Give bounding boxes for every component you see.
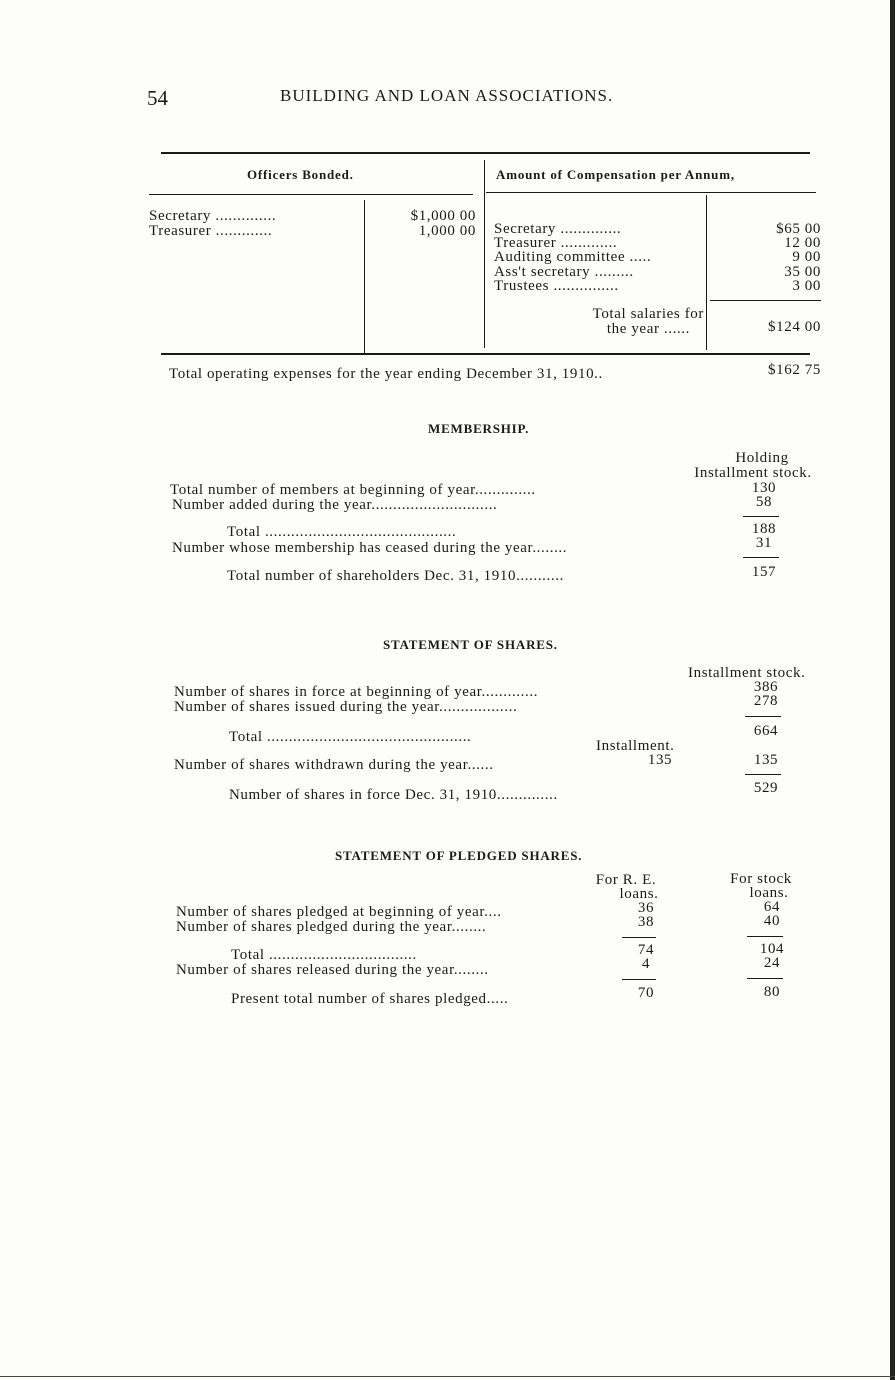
pledged-row: Total .................................. [231, 947, 417, 963]
shares-row: Number of shares in force at beginning of year............. [174, 684, 539, 700]
total-salaries-amount: $124 00 [768, 319, 821, 335]
operating-expenses-amount: $162 75 [768, 362, 821, 378]
page-bottom-edge [0, 1376, 895, 1377]
shares-row: Number of shares issued during the year.................. [174, 699, 518, 715]
membership-value: 157 [751, 564, 777, 580]
shares-col-head: Installment stock. [688, 665, 806, 681]
membership-row: Total number of members at beginning of year.............. [170, 482, 536, 498]
pledged-v2: 64 [763, 899, 781, 915]
page-edge [890, 0, 895, 1380]
membership-value: 31 [755, 535, 773, 551]
comp-label: Auditing committee ..... [494, 249, 652, 265]
pledged-v1: 38 [637, 914, 655, 930]
pledged-v2: 80 [763, 984, 781, 1000]
comp-label: Secretary .............. [494, 221, 622, 237]
shares-title: STATEMENT OF SHARES. [383, 637, 558, 652]
bonded-label-secretary: Secretary .............. [149, 208, 277, 224]
membership-value: 58 [755, 494, 773, 510]
comp-label: Treasurer ............. [494, 235, 618, 251]
running-title: BUILDING AND LOAN ASSOCIATIONS. [280, 86, 614, 105]
pledged-v2: 40 [763, 913, 781, 929]
shares-value: 664 [753, 723, 779, 739]
pledged-row: Number of shares pledged at beginning of year.... [176, 904, 502, 920]
comp-amount: 35 00 [784, 264, 821, 280]
pledged-v2: 104 [759, 941, 785, 957]
pledged-col1-head-1: For R. E. [595, 872, 657, 888]
membership-title: MEMBERSHIP. [428, 421, 530, 436]
shares-value: 135 [753, 752, 779, 768]
comp-amount: 12 00 [784, 235, 821, 251]
shares-sub-head: Installment. [596, 738, 675, 754]
pledged-v1: 36 [637, 900, 655, 916]
bonded-amount-treasurer: 1,000 00 [418, 223, 476, 239]
membership-row: Number added during the year............................. [172, 497, 498, 513]
comp-amount: $65 00 [776, 221, 821, 237]
pledged-col2-head-2: loans. [749, 885, 789, 901]
operating-expenses-label: Total operating expenses for the year ending December 31, 1910.. [169, 366, 603, 382]
pledged-row: Number of shares pledged during the year........ [176, 919, 487, 935]
comp-label: Ass't secretary ......... [494, 264, 634, 280]
shares-row: Number of shares withdrawn during the year...... [174, 757, 494, 773]
membership-value: 188 [751, 521, 777, 537]
shares-value: 386 [753, 679, 779, 695]
compensation-heading: Amount of Compensation per Annum, [496, 167, 735, 182]
pledged-v1: 4 [641, 956, 651, 972]
shares-row: Number of shares in force Dec. 31, 1910.............. [229, 787, 558, 803]
membership-value: 130 [751, 480, 777, 496]
pledged-v1: 70 [637, 985, 655, 1001]
shares-value: 278 [753, 693, 779, 709]
pledged-row: Number of shares released during the year........ [176, 962, 489, 978]
page-number: 54 [147, 86, 168, 110]
pledged-title: STATEMENT OF PLEDGED SHARES. [335, 848, 583, 863]
shares-value: 529 [753, 780, 779, 796]
shares-row: Total ............................................... [229, 729, 472, 745]
total-salaries-label-2: the year ...... [606, 321, 690, 337]
membership-row: Total ............................................ [227, 524, 457, 540]
bonded-amount-secretary: $1,000 00 [410, 208, 476, 224]
bonded-label-treasurer: Treasurer ............. [149, 223, 273, 239]
shares-sub-value: 135 [647, 752, 673, 768]
pledged-row: Present total number of shares pledged..... [231, 991, 509, 1007]
pledged-v1: 74 [637, 942, 655, 958]
membership-col-head-2: Installment stock. [694, 465, 812, 481]
membership-row: Number whose membership has ceased during the year........ [172, 540, 568, 556]
officers-bonded-heading: Officers Bonded. [247, 167, 354, 182]
comp-amount: 9 00 [792, 249, 821, 265]
total-salaries-label-1: Total salaries for [592, 306, 704, 322]
membership-col-head-1: Holding [735, 450, 789, 466]
comp-amount: 3 00 [792, 278, 821, 294]
membership-row: Total number of shareholders Dec. 31, 1910........... [227, 568, 564, 584]
pledged-v2: 24 [763, 955, 781, 971]
comp-label: Trustees ............... [494, 278, 619, 294]
pledged-col2-head-1: For stock [730, 871, 792, 887]
pledged-col1-head-2: loans. [619, 886, 659, 902]
